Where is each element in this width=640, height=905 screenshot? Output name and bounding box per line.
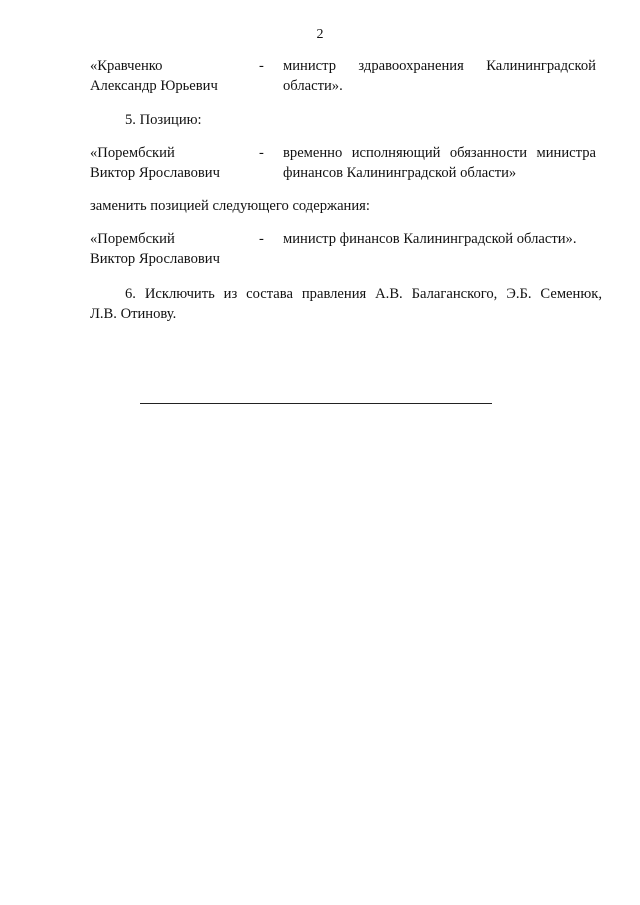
- person-given-names: Александр Юрьевич: [90, 78, 218, 94]
- person-name: [90, 56, 260, 96]
- replace-sentence: заменить позицией следующего содержания:: [90, 198, 370, 214]
- item-5-heading: 5. Позицию:: [125, 112, 202, 128]
- person-surname: «Порембский: [90, 231, 175, 247]
- person-name: [90, 143, 260, 183]
- item-6-paragraph: [90, 284, 602, 324]
- person-role: [283, 229, 596, 249]
- dash-separator: -: [259, 231, 264, 247]
- person-given-names: Виктор Ярославович: [90, 251, 220, 267]
- role-line-2: области».: [283, 78, 343, 94]
- person-surname: «Порембский: [90, 145, 175, 161]
- person-name: [90, 229, 260, 269]
- role-line-2: финансов Калининградской области»: [283, 165, 517, 181]
- dash-separator: -: [259, 145, 264, 161]
- person-surname: «Кравченко: [90, 58, 163, 74]
- person-given-names: Виктор Ярославович: [90, 165, 220, 181]
- item-6-line-1: 6. Исключить из состава правления А.В. Балаганского, Э.Б. Семенюк,: [125, 286, 602, 302]
- role-line-1: министр финансов Калининградской области».: [283, 231, 577, 247]
- closing-rule: [140, 403, 492, 404]
- page-number: 2: [316, 27, 324, 42]
- role-line-1: министр здравоохранения Калининградской: [283, 58, 596, 74]
- person-role: [283, 56, 596, 96]
- item-6-line-2: Л.В. Отинову.: [90, 306, 177, 322]
- role-line-1: временно исполняющий обязанности министра: [283, 145, 596, 161]
- person-role: [283, 143, 596, 183]
- dash-separator: -: [259, 58, 264, 74]
